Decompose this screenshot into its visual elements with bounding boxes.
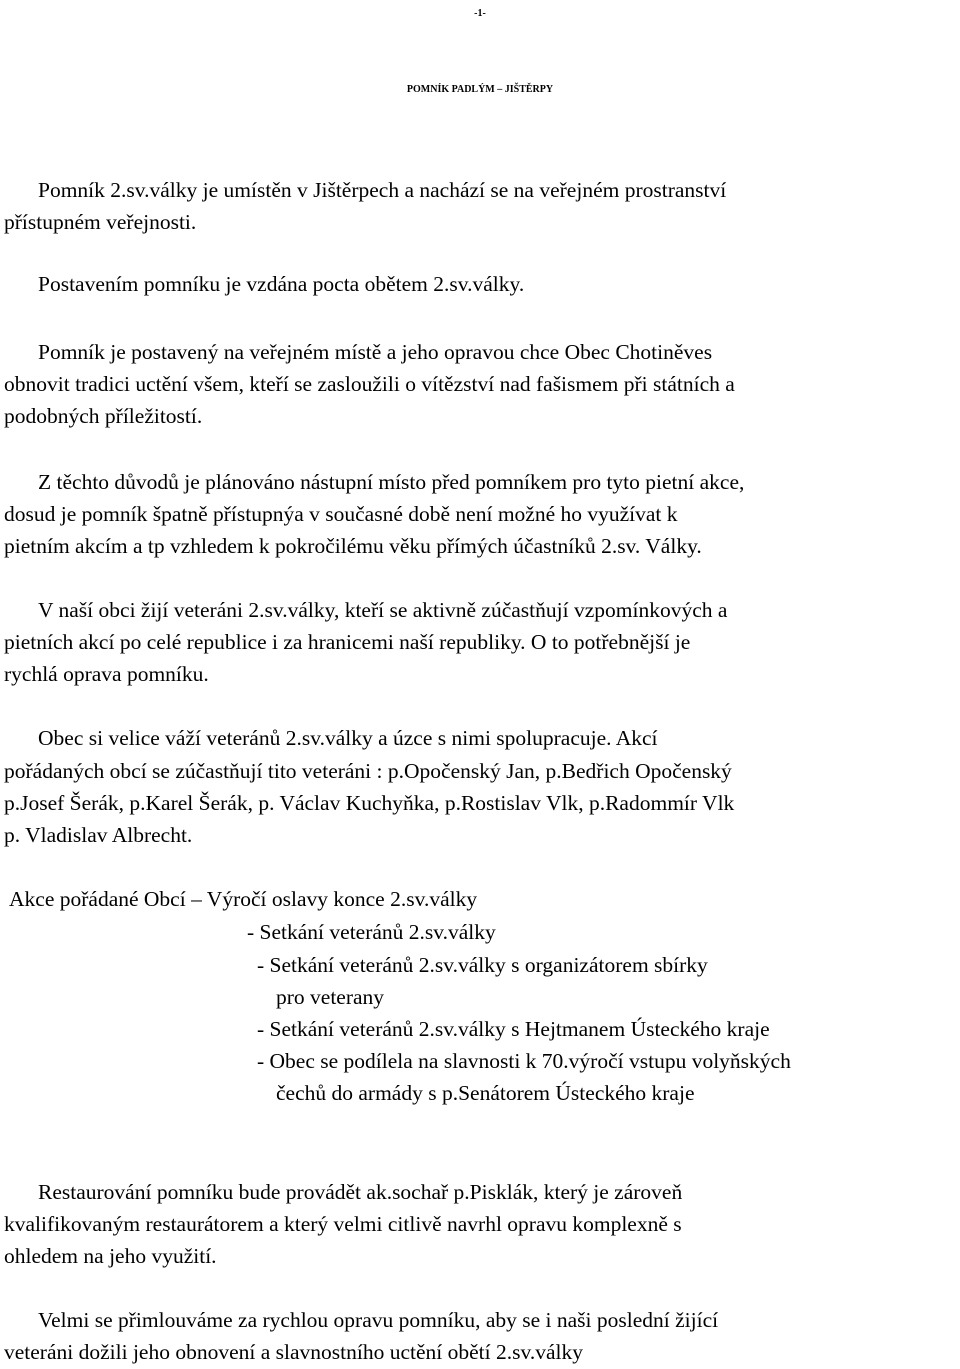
paragraph-7-line-2: kvalifikovaným restaurátorem a který velmi citlivě navrhl opravu komplexně s xyxy=(4,1212,682,1236)
paragraph-3-line-3: podobných příležitostí. xyxy=(4,404,203,428)
paragraph-7-line-3: ohledem na jeho využití. xyxy=(4,1244,217,1268)
paragraph-6-line-4: p. Vladislav Albrecht. xyxy=(4,823,193,847)
event-item: - Setkání veteránů 2.sv.války s organizátorem sbírky xyxy=(257,953,708,977)
paragraph-5-line-1: V naší obci žijí veteráni 2.sv.války, kteří se aktivně zúčastňují vzpomínkových a xyxy=(38,598,728,622)
paragraph-5-line-3: rychlá oprava pomníku. xyxy=(4,662,209,686)
paragraph-6-line-3: p.Josef Šerák, p.Karel Šerák, p. Václav Kuchyňka, p.Rostislav Vlk, p.Radommír Vlk xyxy=(4,791,735,815)
paragraph-3-line-1: Pomník je postavený na veřejném místě a jeho opravou chce Obec Chotiněves xyxy=(38,340,713,364)
paragraph-4-line-2: dosud je pomník špatně přístupnýa v současné době není možné ho využívat k xyxy=(4,502,678,526)
event-item: - Obec se podílela na slavnosti k 70.výročí vstupu volyňských xyxy=(257,1049,791,1073)
paragraph-4-line-1: Z těchto důvodů je plánováno nástupní místo před pomníkem pro tyto pietní akce, xyxy=(38,470,745,494)
event-item: - Setkání veteránů 2.sv.války xyxy=(247,920,496,944)
paragraph-8-line-2: veteráni dožili jeho obnovení a slavnostního uctění obětí 2.sv.války xyxy=(4,1340,583,1364)
event-item: - Setkání veteránů 2.sv.války s Hejtmanem Ústeckého kraje xyxy=(257,1017,770,1041)
events-heading: Akce pořádané Obcí – Výročí oslavy konce 2.sv.války xyxy=(9,887,478,911)
paragraph-4-line-3: pietním akcím a tp vzhledem k pokročilému věku přímých účastníků 2.sv. Války. xyxy=(4,534,702,558)
paragraph-2-line-1: Postavením pomníku je vzdána pocta obětem 2.sv.války. xyxy=(38,272,525,296)
paragraph-7-line-1: Restaurování pomníku bude provádět ak.sochař p.Pisklák, který je zároveň xyxy=(38,1180,683,1204)
event-item-continuation: pro veterany xyxy=(276,985,385,1009)
paragraph-8-line-1: Velmi se přimlouváme za rychlou opravu pomníku, aby se i naši poslední žijící xyxy=(38,1308,719,1332)
event-item-continuation: čechů do armády s p.Senátorem Ústeckého kraje xyxy=(276,1081,695,1105)
paragraph-5-line-2: pietních akcí po celé republice i za hranicemi naší republiky. O to potřebnější je xyxy=(4,630,691,654)
paragraph-1-line-1: Pomník 2.sv.války je umístěn v Jištěrpech a nachází se na veřejném prostranství xyxy=(38,178,727,202)
paragraph-6-line-1: Obec si velice váží veteránů 2.sv.války a úzce s nimi spolupracuje. Akcí xyxy=(38,726,658,750)
page-number: -1- xyxy=(474,8,486,19)
page-title: POMNÍK PADLÝM – JIŠTĚRPY xyxy=(406,84,554,95)
paragraph-1-line-2: přístupném veřejnosti. xyxy=(4,210,197,234)
paragraph-6-line-2: pořádaných obcí se zúčastňují tito veteráni : p.Opočenský Jan, p.Bedřich Opočenský xyxy=(4,759,732,783)
paragraph-3-line-2: obnovit tradici uctění všem, kteří se zasloužili o vítězství nad fašismem při státních a xyxy=(4,372,735,396)
